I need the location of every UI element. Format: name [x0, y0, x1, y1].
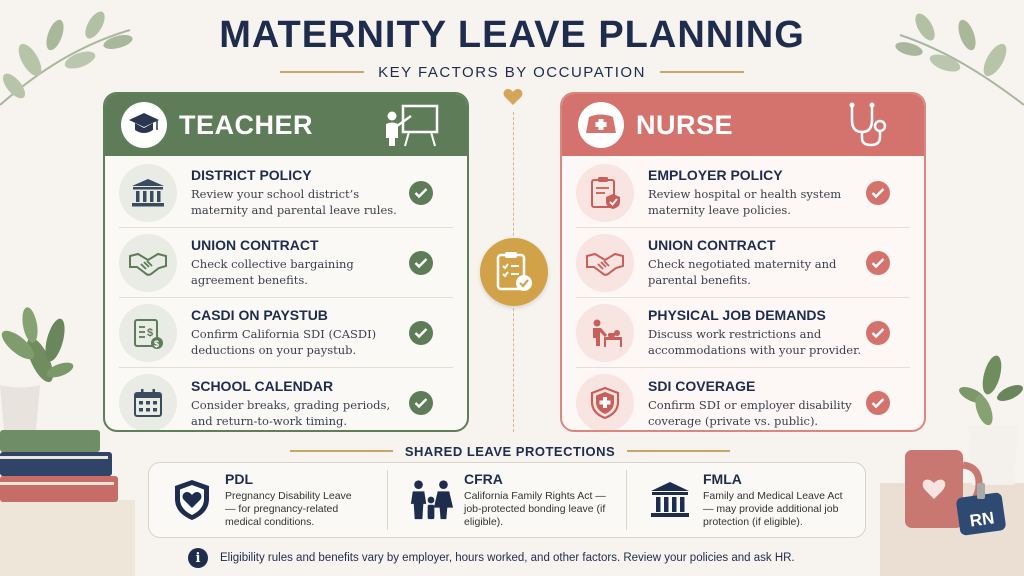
- item-description: Consider breaks, grading periods, and return-to-work timing.: [191, 397, 391, 428]
- item-description: Review hospital or health system maternity leave policies.: [648, 187, 842, 217]
- shared-item-cfra: [387, 470, 626, 530]
- shared-item-pdl: [149, 470, 387, 530]
- check-icon: [866, 321, 890, 345]
- item-description: Confirm California SDI (CASDI) deductions on your paystub.: [191, 327, 377, 357]
- nurse-item-employer-policy: [576, 158, 910, 228]
- subtitle-rule-left: [280, 71, 364, 73]
- stethoscope-icon: [838, 102, 898, 148]
- page-title: MATERNITY LEAVE PLANNING: [219, 14, 805, 56]
- shared-item-title: CFRA: [464, 471, 503, 487]
- item-description: Check negotiated maternity and parental benefits.: [648, 257, 837, 287]
- nurse-title: NURSE: [636, 109, 734, 140]
- clipboard-shield-icon: [576, 164, 634, 222]
- teacher-item-school-calendar: [119, 368, 453, 432]
- footer-text: Eligibility rules and benefits vary by employer, hours worked, and other factors. Review your policies and ask HR.: [220, 552, 795, 564]
- svg-text:$: $: [147, 326, 154, 339]
- check-icon: [409, 391, 433, 415]
- item-title: EMPLOYER POLICY: [648, 167, 783, 183]
- paystub-icon: [119, 304, 177, 362]
- item-title: SCHOOL CALENDAR: [191, 377, 334, 394]
- item-title: SDI COVERAGE: [648, 377, 756, 394]
- patient-care-icon: [576, 304, 634, 362]
- shared-item-fmla: [626, 470, 865, 530]
- teacher-item-casdi: [119, 298, 453, 368]
- item-description: Review your school district’s maternity and parental leave rules.: [191, 187, 397, 217]
- teacher-item-district-policy: [119, 158, 453, 228]
- footer-note: [188, 546, 795, 570]
- subtitle-rule-right: [660, 71, 744, 73]
- page-subtitle: KEY FACTORS BY OCCUPATION: [378, 63, 646, 81]
- calendar-icon: [119, 374, 177, 432]
- info-icon: i: [188, 548, 208, 568]
- clipboard-check-badge: [480, 238, 548, 306]
- check-icon: [866, 391, 890, 415]
- item-title: CASDI ON PAYSTUB: [191, 307, 328, 323]
- handshake-icon: [119, 234, 177, 292]
- nurse-header: [562, 94, 924, 156]
- shared-item-title: PDL: [225, 471, 253, 487]
- item-title: PHYSICAL JOB DEMANDS: [648, 307, 826, 323]
- clipboard-check-icon: [494, 250, 534, 294]
- check-icon: [409, 251, 433, 275]
- item-description: Discuss work restrictions and accommodations with your provider.: [648, 327, 861, 357]
- nurse-cap-icon: [584, 113, 618, 137]
- shared-label-row: [290, 442, 730, 460]
- item-description: Confirm SDI or employer disability coverage (private vs. public).: [648, 397, 852, 428]
- subtitle-row: [280, 60, 744, 84]
- shield-heart-icon: [169, 477, 215, 523]
- rn-badge-text: RN: [968, 508, 996, 531]
- shared-item-title: FMLA: [703, 471, 742, 487]
- check-icon: [866, 181, 890, 205]
- handshake-icon: [576, 234, 634, 292]
- check-icon: [409, 321, 433, 345]
- heart-icon: [503, 88, 523, 106]
- shared-protections-box: [148, 462, 866, 538]
- shared-item-description: Pregnancy Disability Leave — for pregnancy-related medical conditions.: [225, 490, 352, 528]
- teacher-title: TEACHER: [179, 109, 314, 140]
- check-icon: [866, 251, 890, 275]
- shield-cross-icon: [576, 374, 634, 432]
- shared-item-description: Family and Medical Leave Act — may provide additional job protection (if eligible).: [703, 490, 843, 528]
- shared-section-title: SHARED LEAVE PROTECTIONS: [404, 443, 616, 459]
- teacher-header-badge: [121, 102, 167, 148]
- shared-rule-right: [627, 450, 730, 452]
- government-building-icon: [647, 477, 693, 523]
- teacher-header: [105, 94, 467, 156]
- check-icon: [409, 181, 433, 205]
- nurse-item-sdi-coverage: [576, 368, 910, 432]
- shared-rule-left: [290, 450, 393, 452]
- nurse-panel: [560, 92, 926, 432]
- teacher-item-union-contract: [119, 228, 453, 298]
- teacher-at-board-icon: [381, 102, 441, 148]
- teacher-panel: [103, 92, 469, 432]
- item-description: Check collective bargaining agreement benefits.: [191, 257, 354, 287]
- graduation-cap-icon: [128, 111, 160, 139]
- item-title: DISTRICT POLICY: [191, 167, 312, 183]
- svg-text:$: $: [154, 338, 160, 349]
- nurse-header-badge: [578, 102, 624, 148]
- family-icon: [408, 477, 454, 523]
- shared-item-description: California Family Rights Act — job-protected bonding leave (if eligible).: [464, 490, 606, 528]
- nurse-item-physical-demands: [576, 298, 910, 368]
- item-title: UNION CONTRACT: [191, 237, 319, 253]
- building-icon: [119, 164, 177, 222]
- item-title: UNION CONTRACT: [648, 237, 776, 253]
- nurse-item-union-contract: [576, 228, 910, 298]
